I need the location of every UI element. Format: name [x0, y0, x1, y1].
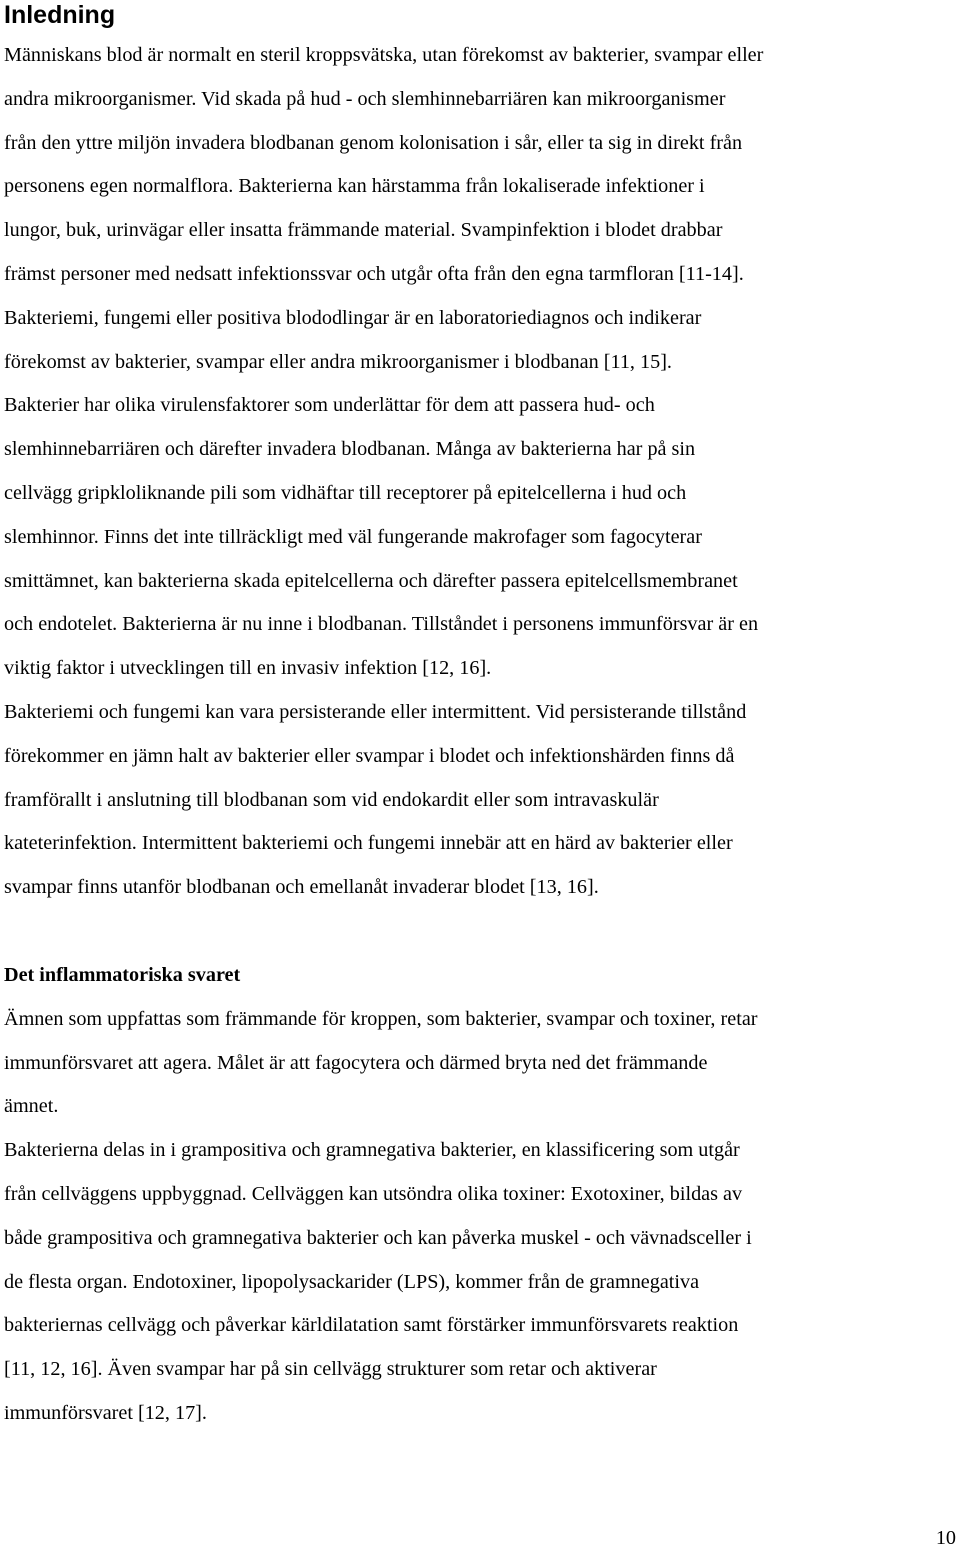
text-line: förekommer en jämn halt av bakterier eller svampar i blodet och infektionshärden finns då	[4, 744, 735, 767]
section-1-body	[4, 34, 956, 910]
text-line: cellvägg gripkloliknande pili som vidhäftar till receptorer på epitelcellerna i hud och	[4, 481, 687, 504]
text-line: personens egen normalflora. Bakterierna kan härstamma från lokaliserade infektioner i	[4, 175, 705, 198]
text-line: svampar finns utanför blodbanan och emellanåt invaderar blodet [13, 16].	[4, 876, 599, 899]
text-line: Bakteriemi, fungemi eller positiva blododlingar är en laboratoriediagnos och indikerar	[4, 306, 702, 329]
text-line: främst personer med nedsatt infektionssvar och utgår ofta från den egna tarmfloran [11-14].	[4, 262, 744, 285]
text-line: förekomst av bakterier, svampar eller andra mikroorganismer i blodbanan [11, 15].	[4, 350, 672, 373]
text-line: andra mikroorganismer. Vid skada på hud - och slemhinnebarriären kan mikroorganismer	[4, 87, 726, 110]
text-line: kateterinfektion. Intermittent bakteriemi och fungemi innebär att en härd av bakterier eller	[4, 832, 733, 855]
text-line: från cellväggens uppbyggnad. Cellväggen kan utsöndra olika toxiner: Exotoxiner, bildas av	[4, 1182, 743, 1205]
text-line: [11, 12, 16]. Även svampar har på sin cellvägg strukturer som retar och aktiverar	[4, 1358, 657, 1381]
heading-det-inflammatoriska-svaret: Det inflammatoriska svaret	[4, 963, 241, 986]
text-line: slemhinnor. Finns det inte tillräckligt med väl fungerande makrofager som fagocyterar	[4, 525, 702, 548]
text-line: lungor, buk, urinvägar eller insatta främmande material. Svampinfektion i blodet drabbar	[4, 219, 723, 242]
heading-inledning: Inledning	[4, 1, 116, 29]
text-line: Människans blod är normalt en steril kroppsvätska, utan förekomst av bakterier, svampar eller	[4, 44, 764, 66]
text-line: både grampositiva och gramnegativa bakterier och kan påverka muskel - och vävnadsceller i	[4, 1226, 752, 1249]
section-2-body	[4, 998, 956, 1436]
text-line: viktig faktor i utvecklingen till en invasiv infektion [12, 16].	[4, 657, 492, 680]
text-line: immunförsvaret [12, 17].	[4, 1401, 207, 1424]
text-line: Ämnen som uppfattas som främmande för kroppen, som bakterier, svampar och toxiner, retar	[4, 1007, 758, 1030]
text-line: Bakterierna delas in i grampositiva och gramnegativa bakterier, en klassificering som utgår	[4, 1139, 740, 1162]
document-page	[4, 0, 956, 1436]
text-line: slemhinnebarriären och därefter invadera blodbanan. Många av bakterierna har på sin	[4, 438, 696, 461]
text-line: bakteriernas cellvägg och påverkar kärldilatation samt förstärker immunförsvarets reaktion	[4, 1314, 739, 1337]
text-line: Bakteriemi och fungemi kan vara persisterande eller intermittent. Vid persisterande tillstånd	[4, 700, 747, 723]
text-line: immunförsvaret att agera. Målet är att fagocytera och därmed bryta ned det främmande	[4, 1051, 708, 1074]
text-line: framförallt i anslutning till blodbanan som vid endokardit eller som intravaskulär	[4, 788, 659, 811]
text-line: och endotelet. Bakterierna är nu inne i blodbanan. Tillståndet i personens immunförsvar är en	[4, 613, 759, 636]
text-line: från den yttre miljön invadera blodbanan genom kolonisation i sår, eller ta sig in direkt från	[4, 131, 743, 154]
text-line: smittämnet, kan bakterierna skada epitelcellerna och därefter passera epitelcellsmembranet	[4, 569, 738, 592]
page-number: 10	[935, 1527, 956, 1549]
text-line: de flesta organ. Endotoxiner, lipopolysackarider (LPS), kommer från de gramnegativa	[4, 1270, 700, 1293]
text-line: ämnet.	[4, 1095, 59, 1118]
text-line: Bakterier har olika virulensfaktorer som underlättar för dem att passera hud- och	[4, 394, 655, 417]
